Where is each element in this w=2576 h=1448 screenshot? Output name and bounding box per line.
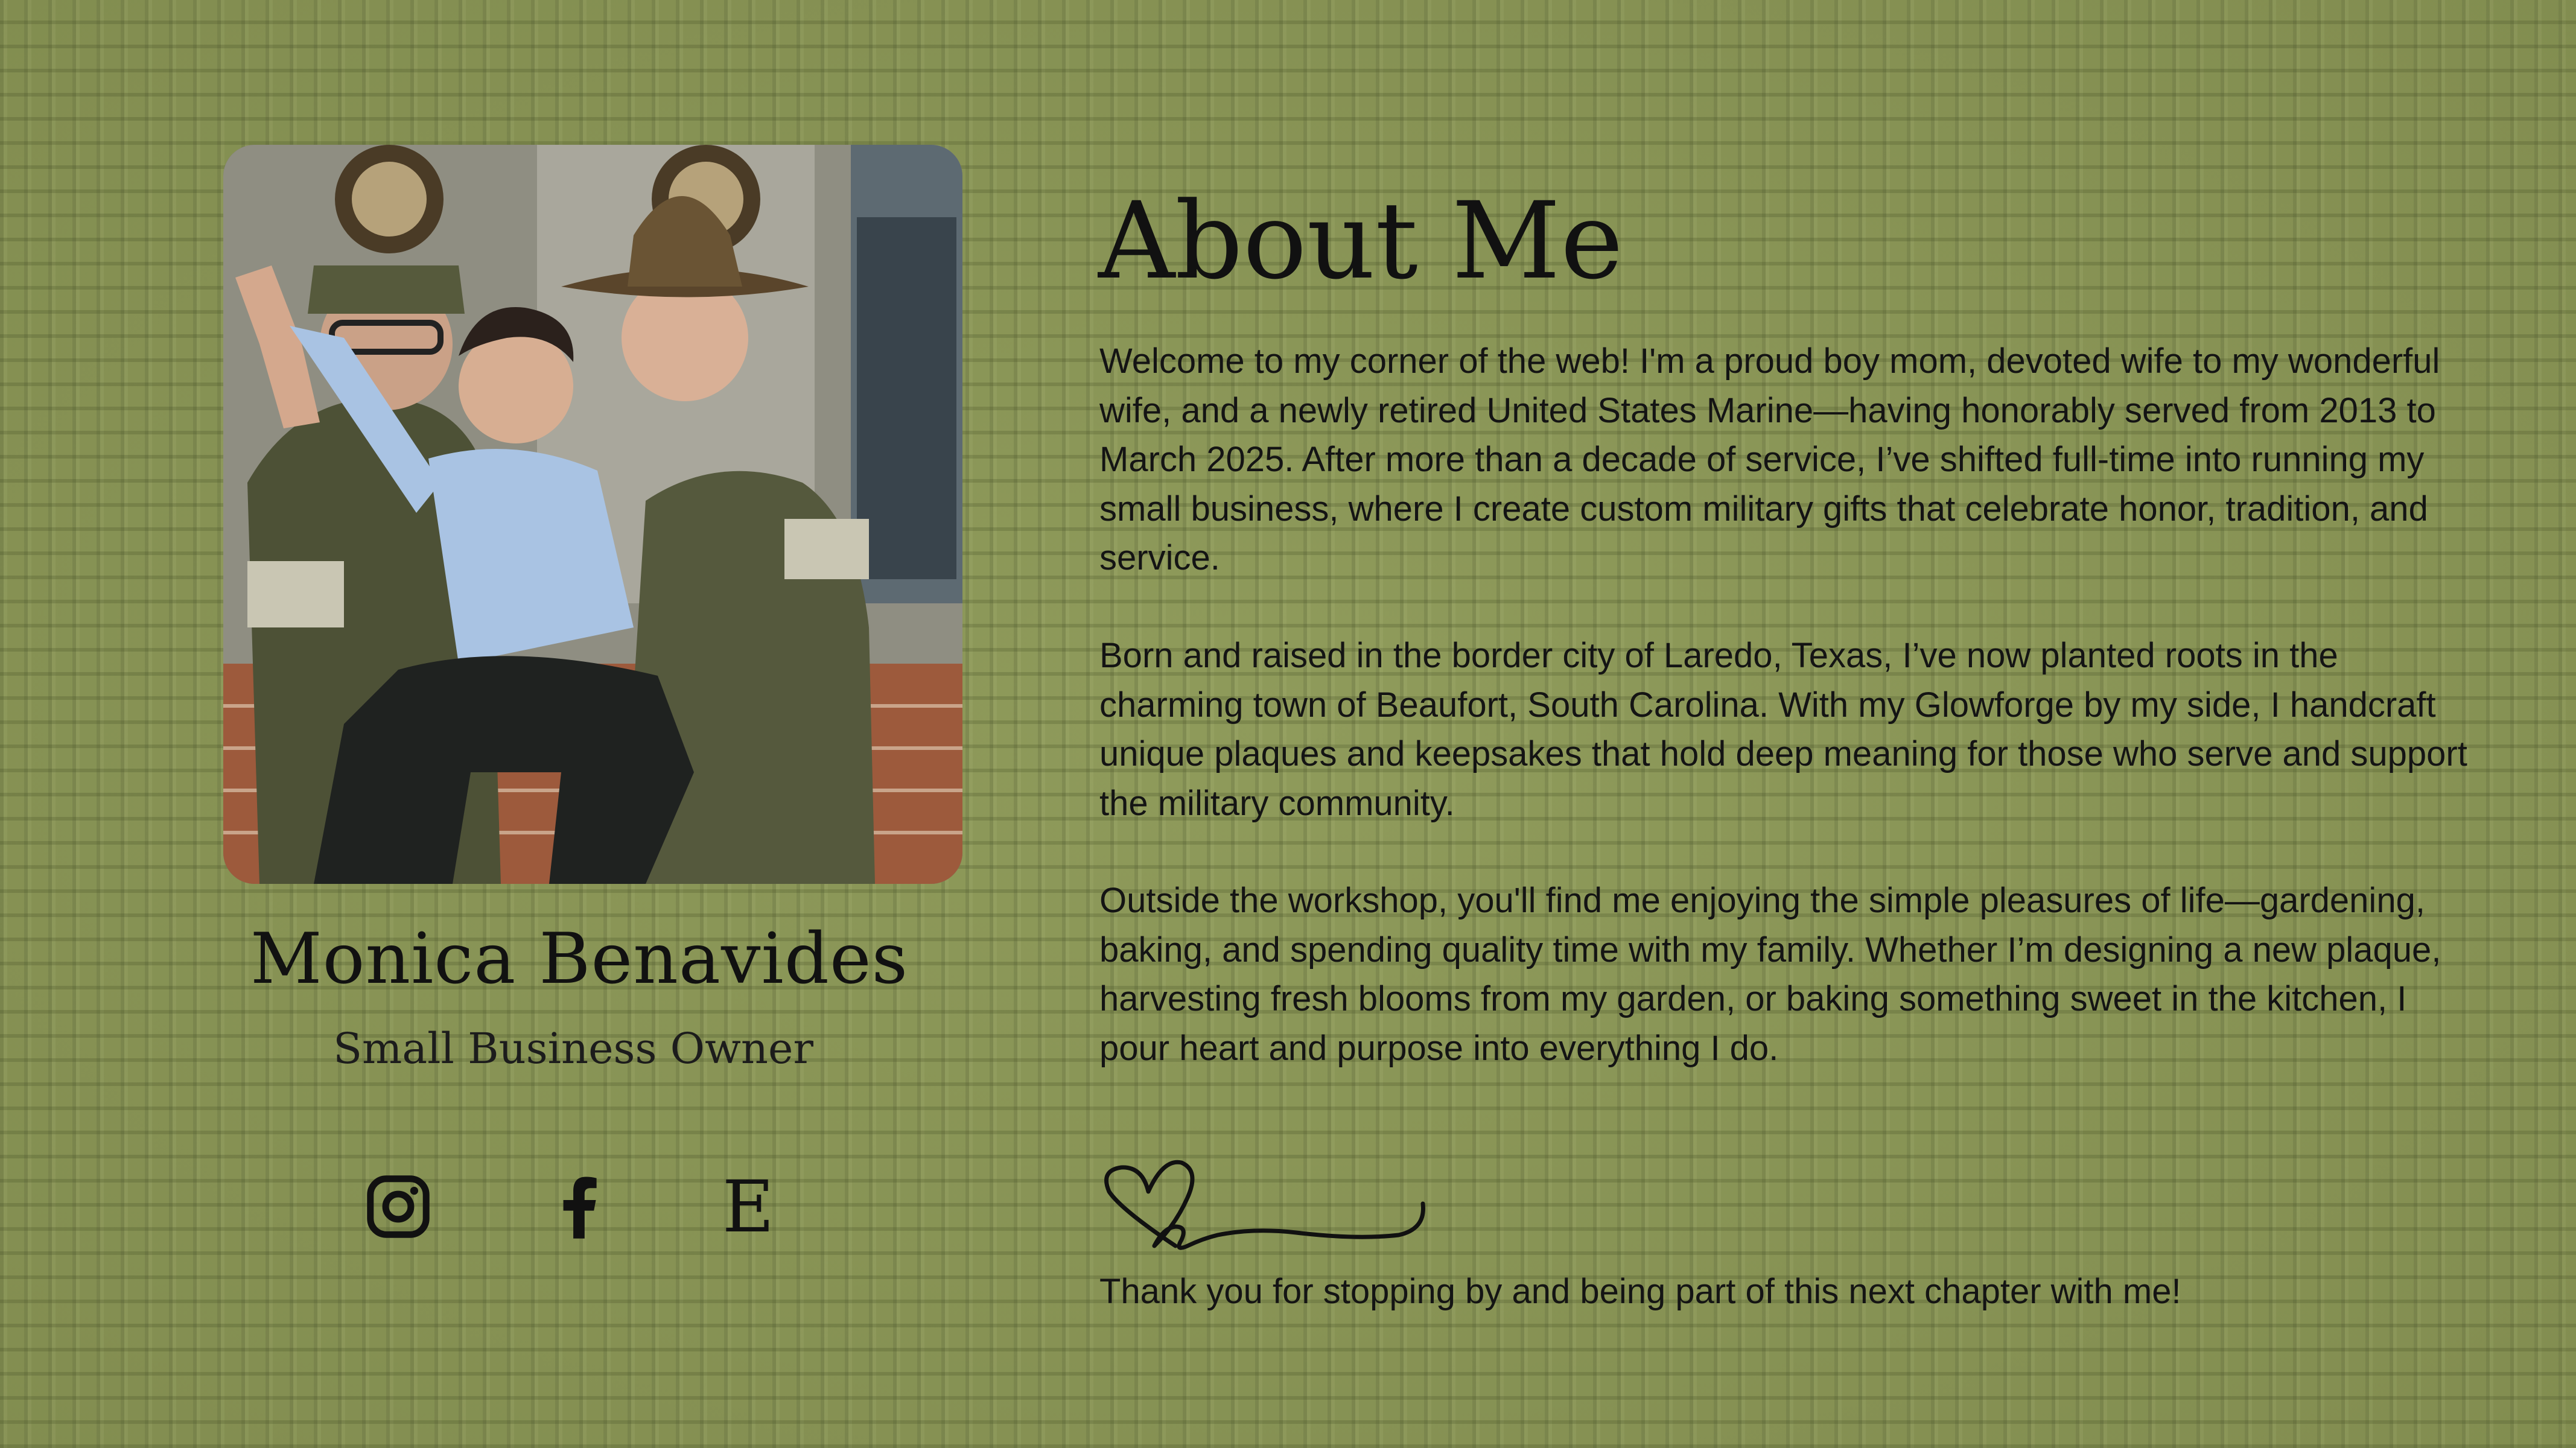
- profile-role: Small Business Owner: [333, 1024, 813, 1073]
- facebook-link[interactable]: [543, 1170, 615, 1243]
- family-photo-illustration: [223, 145, 962, 884]
- social-links: [362, 1165, 797, 1248]
- page-title: About Me: [1098, 179, 1624, 303]
- facebook-icon: [546, 1173, 612, 1240]
- etsy-icon: E: [722, 1165, 775, 1248]
- heart-signature-icon: [1097, 1155, 1435, 1264]
- instagram-link[interactable]: [362, 1170, 434, 1243]
- about-paragraph-2: Born and raised in the border city of Laredo, Texas, I’ve now planted roots in the charming town of Beaufort, South Carolina. With my Glowforge by my side, I handcraft unique plaques and keepsakes that hold deep meaning for those who serve and support the military community.: [1099, 636, 2467, 823]
- signature: [1097, 1155, 1435, 1264]
- closing-message: Thank you for stopping by and being part of this next chapter with me!: [1099, 1272, 2181, 1311]
- about-paragraph-3: Outside the workshop, you'll find me enjoying the simple pleasures of life—gardening, baking, and spending quality time with my family. Whether I’m designing a new plaque, harvesting fresh blooms from my garden, or baking something sweet in the kitchen, I pour heart and purpose into everything I do.: [1099, 881, 2441, 1068]
- etsy-link[interactable]: [712, 1165, 784, 1248]
- instagram-icon: [365, 1173, 431, 1240]
- about-paragraph-1: Welcome to my corner of the web! I'm a proud boy mom, devoted wife to my wonderful wife, and a newly retired United States Marine—having honorably served from 2013 to March 2025. After more than a decade of service, I’ve shifted full-time into running my small business, where I create custom military gifts that celebrate honor, tradition, and service.: [1099, 341, 2440, 577]
- profile-name: Monica Benavides: [250, 918, 909, 1000]
- profile-photo: [223, 145, 962, 884]
